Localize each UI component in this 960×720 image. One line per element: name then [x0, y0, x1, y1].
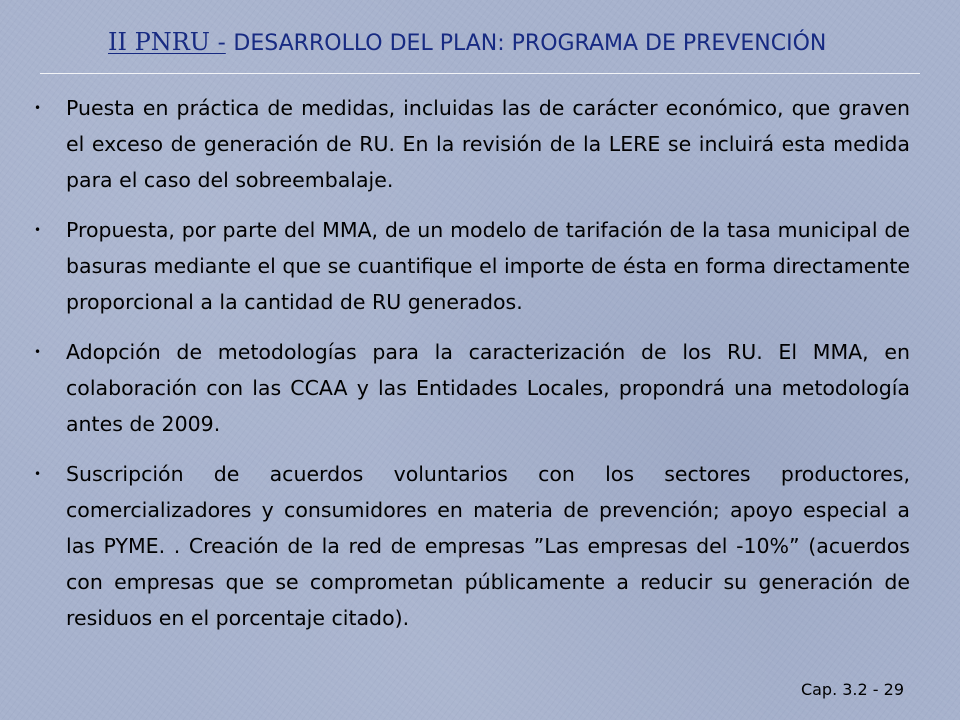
bullet-item [32, 212, 910, 320]
bullet-dot-icon: • [34, 223, 42, 237]
bullet-text: Puesta en práctica de medidas, incluidas las de carácter económico, que graven el exceso de generación de RU. En la revisión de la LERE se incluirá esta medida para el caso del sobreembalaje. [66, 96, 910, 192]
bullet-dot-icon: • [34, 345, 42, 359]
bullet-item [32, 90, 910, 198]
bullet-dot-icon: • [34, 467, 42, 481]
bullet-dot-icon: • [34, 101, 42, 115]
bullet-item [32, 456, 910, 636]
bullet-list [32, 90, 910, 650]
bullet-text: Propuesta, por parte del MMA, de un modelo de tarifación de la tasa municipal de basuras mediante el que se cuantifique el importe de ésta en forma directamente proporcional a la cantidad de RU generados. [66, 218, 910, 314]
bullet-text: Adopción de metodologías para la caracterización de los RU. El MMA, en colaboración con las CCAA y las Entidades Locales, propondrá una metodología antes de 2009. [66, 340, 910, 436]
slide-title [108, 26, 908, 58]
title-prefix: II PNRU - [108, 28, 226, 56]
title-main: DESARROLLO DEL PLAN: PROGRAMA DE PREVENCIÓN [233, 31, 827, 56]
bullet-item [32, 334, 910, 442]
slide-footer-reference: Cap. 3.2 - 29 [800, 680, 904, 699]
bullet-text: Suscripción de acuerdos voluntarios con los sectores productores, comercializadores y consumidores en materia de prevención; apoyo especial a las PYME. . Creación de la red de empresas ”Las empresas del -10%” (acuerdos con empresas que se comprometan públicamente a reducir su generación de residuos en el porcentaje citado). [66, 462, 910, 630]
title-divider [40, 73, 920, 74]
